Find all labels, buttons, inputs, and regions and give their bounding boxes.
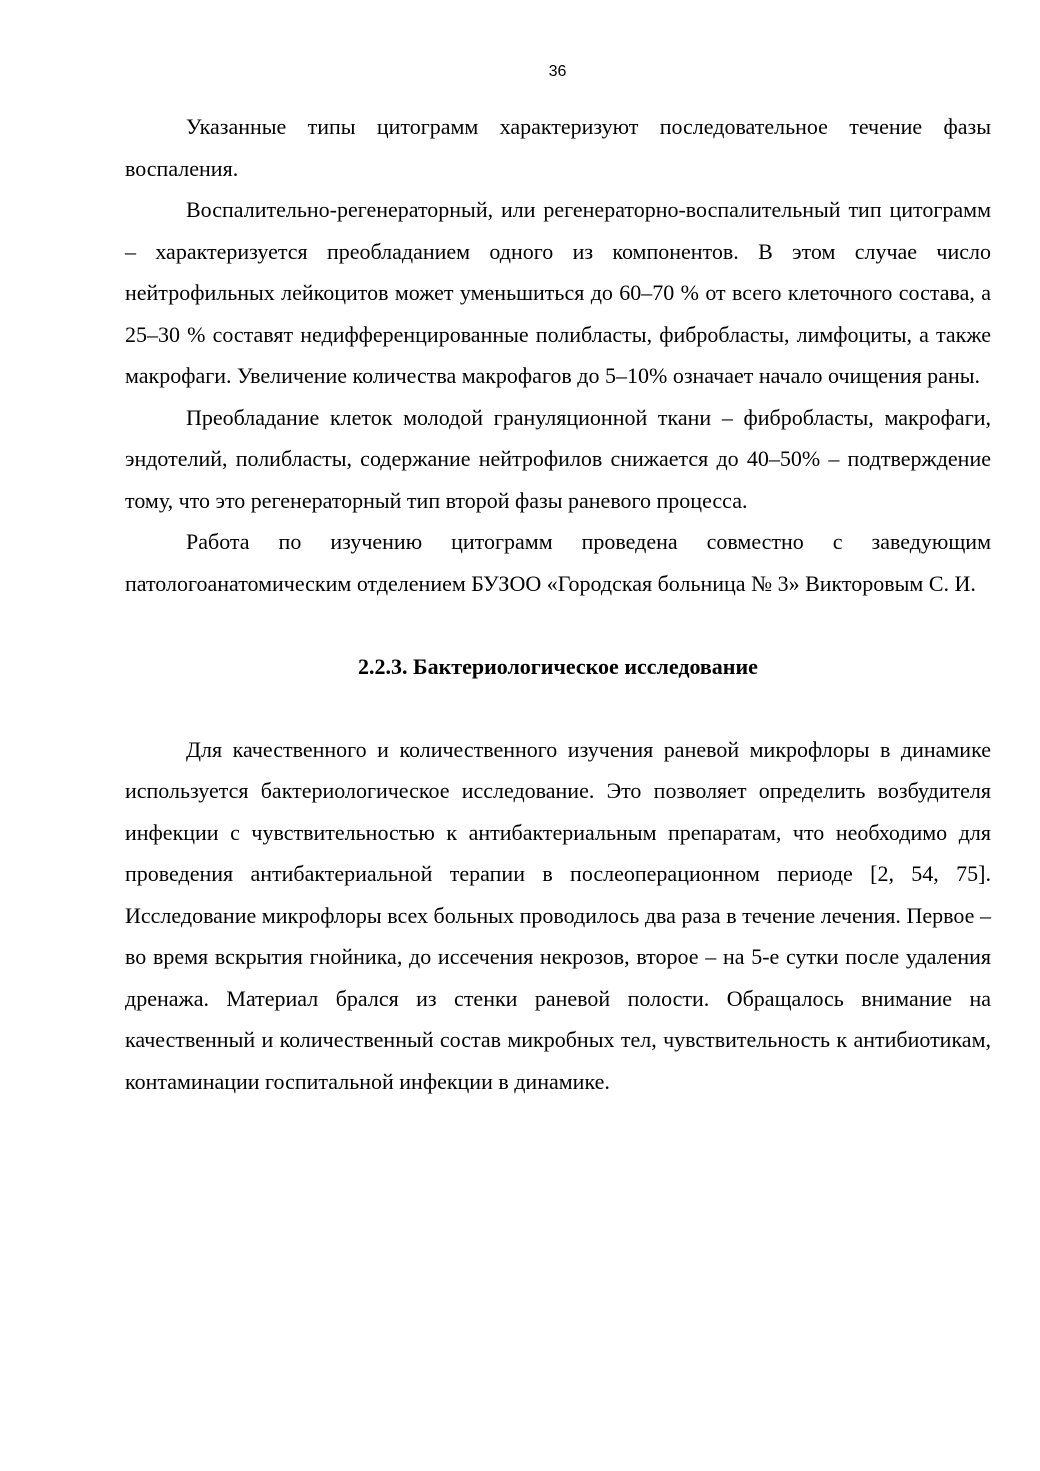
paragraph-acknowledgement: Работа по изучению цитограмм проведена совместно с заведующим патологоанатомическим отделением БУЗОО «Городская больница № 3» Викторовым С. И. xyxy=(125,529,991,596)
paragraph-bacteriological-study: Для качественного и количественного изучения раневой микрофлоры в динамике используется бактериологическое исследование. Это позволяет определить возбудителя инфекции с чувствительностью к антибактериальным препаратам, что необходимо для проведения антибактериальной терапии в послеоперационном периоде [2, 54, 75]. Исследование микрофлоры всех больных проводилось два раза в течение лечения. Первое – во время вскрытия гнойника, до иссечения некрозов, второе – на 5-е сутки после удаления дренажа. Материал брался из стенки раневой полости. Обращалось внимание на качественный и количественный состав микробных тел, чувствительность к антибиотикам, контаминации госпитальной инфекции в динамике. xyxy=(125,736,991,1094)
page-number: 36 xyxy=(548,63,567,80)
paragraph-cytogram-types: Указанные типы цитограмм характеризуют последовательное течение фазы воспаления. xyxy=(125,114,991,181)
paragraph-granulation-tissue: Преобладание клеток молодой грануляционной ткани – фибробласты, макрофаги, эндотелий, полибласты, содержание нейтрофилов снижается до 40–50% – подтверждение тому, что это регенераторный тип второй фазы раневого процесса. xyxy=(125,404,991,513)
section-heading: 2.2.3. Бактериологическое исследование xyxy=(358,653,758,679)
paragraph-inflammatory-regenerative: Воспалительно-регенераторный, или регенераторно-воспалительный тип цитограмм – характеризуется преобладанием одного из компонентов. В этом случае число нейтрофильных лейкоцитов может уменьшиться до 60–70 % от всего клеточного состава, а 25–30 % составят недифференцированные полибласты, фибробласты, лимфоциты, а также макрофаги. Увеличение количества макрофагов до 5–10% означает начало очищения раны. xyxy=(125,197,991,388)
page-content xyxy=(125,106,991,1102)
